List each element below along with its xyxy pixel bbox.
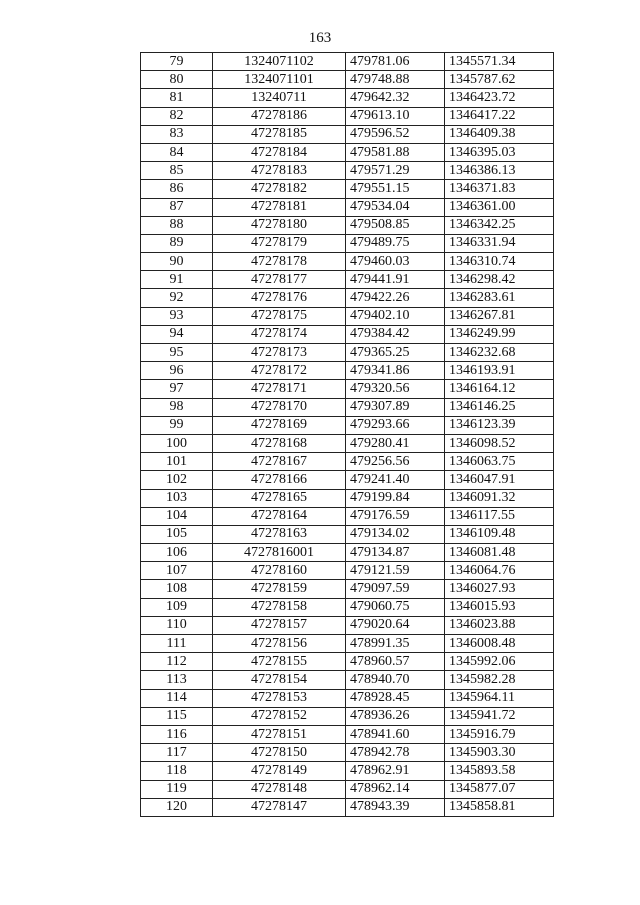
row-number-cell: 103 xyxy=(141,489,213,507)
x-coordinate-cell: 479256.56 xyxy=(346,453,445,471)
y-coordinate-cell: 1346109.48 xyxy=(445,525,554,543)
y-coordinate-cell: 1346064.76 xyxy=(445,562,554,580)
y-coordinate-cell: 1346386.13 xyxy=(445,162,554,180)
row-number-cell: 101 xyxy=(141,453,213,471)
row-number-cell: 82 xyxy=(141,107,213,125)
table-row xyxy=(141,398,554,416)
point-id-cell: 47278168 xyxy=(213,434,346,452)
y-coordinate-cell: 1346146.25 xyxy=(445,398,554,416)
point-id-cell: 47278153 xyxy=(213,689,346,707)
row-number-cell: 111 xyxy=(141,635,213,653)
y-coordinate-cell: 1345982.28 xyxy=(445,671,554,689)
point-id-cell: 47278151 xyxy=(213,725,346,743)
y-coordinate-cell: 1346193.91 xyxy=(445,362,554,380)
y-coordinate-cell: 1345571.34 xyxy=(445,53,554,71)
y-coordinate-cell: 1345858.81 xyxy=(445,798,554,816)
y-coordinate-cell: 1346342.25 xyxy=(445,216,554,234)
row-number-cell: 112 xyxy=(141,653,213,671)
y-coordinate-cell: 1346371.83 xyxy=(445,180,554,198)
y-coordinate-cell: 1346091.32 xyxy=(445,489,554,507)
point-id-cell: 47278152 xyxy=(213,707,346,725)
point-id-cell: 47278148 xyxy=(213,780,346,798)
table-row xyxy=(141,416,554,434)
row-number-cell: 87 xyxy=(141,198,213,216)
x-coordinate-cell: 478941.60 xyxy=(346,725,445,743)
table-row xyxy=(141,307,554,325)
point-id-cell: 47278177 xyxy=(213,271,346,289)
point-id-cell: 47278181 xyxy=(213,198,346,216)
x-coordinate-cell: 479199.84 xyxy=(346,489,445,507)
x-coordinate-cell: 479551.15 xyxy=(346,180,445,198)
y-coordinate-cell: 1346027.93 xyxy=(445,580,554,598)
x-coordinate-cell: 479460.03 xyxy=(346,253,445,271)
table-row xyxy=(141,744,554,762)
row-number-cell: 107 xyxy=(141,562,213,580)
y-coordinate-cell: 1346117.55 xyxy=(445,507,554,525)
row-number-cell: 113 xyxy=(141,671,213,689)
x-coordinate-cell: 478962.91 xyxy=(346,762,445,780)
point-id-cell: 47278180 xyxy=(213,216,346,234)
point-id-cell: 47278155 xyxy=(213,653,346,671)
x-coordinate-cell: 479097.59 xyxy=(346,580,445,598)
y-coordinate-cell: 1346023.88 xyxy=(445,616,554,634)
table-row xyxy=(141,125,554,143)
x-coordinate-cell: 479241.40 xyxy=(346,471,445,489)
table-row xyxy=(141,216,554,234)
point-id-cell: 47278158 xyxy=(213,598,346,616)
table-row xyxy=(141,53,554,71)
point-id-cell: 4727816001 xyxy=(213,544,346,562)
table-row xyxy=(141,689,554,707)
y-coordinate-cell: 1346249.99 xyxy=(445,325,554,343)
x-coordinate-cell: 478942.78 xyxy=(346,744,445,762)
point-id-cell: 47278183 xyxy=(213,162,346,180)
y-coordinate-cell: 1346098.52 xyxy=(445,434,554,452)
y-coordinate-cell: 1346047.91 xyxy=(445,471,554,489)
x-coordinate-cell: 479341.86 xyxy=(346,362,445,380)
row-number-cell: 116 xyxy=(141,725,213,743)
point-id-cell: 47278166 xyxy=(213,471,346,489)
table-row xyxy=(141,89,554,107)
point-id-cell: 1324071101 xyxy=(213,71,346,89)
x-coordinate-cell: 478943.39 xyxy=(346,798,445,816)
table-row xyxy=(141,344,554,362)
table-row xyxy=(141,71,554,89)
x-coordinate-cell: 478962.14 xyxy=(346,780,445,798)
coordinates-table xyxy=(140,52,554,817)
row-number-cell: 110 xyxy=(141,616,213,634)
table-row xyxy=(141,489,554,507)
table-row xyxy=(141,471,554,489)
point-id-cell: 1324071102 xyxy=(213,53,346,71)
y-coordinate-cell: 1345992.06 xyxy=(445,653,554,671)
point-id-cell: 47278175 xyxy=(213,307,346,325)
x-coordinate-cell: 478928.45 xyxy=(346,689,445,707)
y-coordinate-cell: 1346015.93 xyxy=(445,598,554,616)
point-id-cell: 47278159 xyxy=(213,580,346,598)
row-number-cell: 117 xyxy=(141,744,213,762)
x-coordinate-cell: 479280.41 xyxy=(346,434,445,452)
table-row xyxy=(141,635,554,653)
row-number-cell: 98 xyxy=(141,398,213,416)
y-coordinate-cell: 1346423.72 xyxy=(445,89,554,107)
x-coordinate-cell: 479293.66 xyxy=(346,416,445,434)
row-number-cell: 80 xyxy=(141,71,213,89)
table-row xyxy=(141,198,554,216)
y-coordinate-cell: 1345893.58 xyxy=(445,762,554,780)
table-row xyxy=(141,289,554,307)
row-number-cell: 93 xyxy=(141,307,213,325)
table-row xyxy=(141,180,554,198)
point-id-cell: 47278178 xyxy=(213,253,346,271)
row-number-cell: 100 xyxy=(141,434,213,452)
table-row xyxy=(141,253,554,271)
row-number-cell: 92 xyxy=(141,289,213,307)
row-number-cell: 90 xyxy=(141,253,213,271)
x-coordinate-cell: 479320.56 xyxy=(346,380,445,398)
x-coordinate-cell: 479441.91 xyxy=(346,271,445,289)
table-row xyxy=(141,544,554,562)
x-coordinate-cell: 479534.04 xyxy=(346,198,445,216)
point-id-cell: 47278149 xyxy=(213,762,346,780)
point-id-cell: 47278147 xyxy=(213,798,346,816)
page-number: 163 xyxy=(308,30,332,46)
table-row xyxy=(141,580,554,598)
table-row xyxy=(141,362,554,380)
x-coordinate-cell: 479422.26 xyxy=(346,289,445,307)
table-row xyxy=(141,707,554,725)
table-row xyxy=(141,434,554,452)
point-id-cell: 47278170 xyxy=(213,398,346,416)
table-row xyxy=(141,653,554,671)
row-number-cell: 102 xyxy=(141,471,213,489)
row-number-cell: 95 xyxy=(141,344,213,362)
table-row xyxy=(141,725,554,743)
table-row xyxy=(141,162,554,180)
point-id-cell: 47278182 xyxy=(213,180,346,198)
row-number-cell: 115 xyxy=(141,707,213,725)
y-coordinate-cell: 1345964.11 xyxy=(445,689,554,707)
point-id-cell: 47278164 xyxy=(213,507,346,525)
row-number-cell: 108 xyxy=(141,580,213,598)
x-coordinate-cell: 479060.75 xyxy=(346,598,445,616)
row-number-cell: 89 xyxy=(141,234,213,252)
table-row xyxy=(141,234,554,252)
point-id-cell: 47278174 xyxy=(213,325,346,343)
y-coordinate-cell: 1346081.48 xyxy=(445,544,554,562)
table-row xyxy=(141,762,554,780)
y-coordinate-cell: 1346063.75 xyxy=(445,453,554,471)
y-coordinate-cell: 1346164.12 xyxy=(445,380,554,398)
x-coordinate-cell: 479642.32 xyxy=(346,89,445,107)
row-number-cell: 114 xyxy=(141,689,213,707)
row-number-cell: 83 xyxy=(141,125,213,143)
y-coordinate-cell: 1346298.42 xyxy=(445,271,554,289)
point-id-cell: 47278186 xyxy=(213,107,346,125)
table-row xyxy=(141,780,554,798)
row-number-cell: 94 xyxy=(141,325,213,343)
y-coordinate-cell: 1346008.48 xyxy=(445,635,554,653)
x-coordinate-cell: 479508.85 xyxy=(346,216,445,234)
point-id-cell: 47278160 xyxy=(213,562,346,580)
y-coordinate-cell: 1346123.39 xyxy=(445,416,554,434)
table-row xyxy=(141,325,554,343)
point-id-cell: 47278156 xyxy=(213,635,346,653)
x-coordinate-cell: 479613.10 xyxy=(346,107,445,125)
row-number-cell: 109 xyxy=(141,598,213,616)
table-row xyxy=(141,507,554,525)
y-coordinate-cell: 1346232.68 xyxy=(445,344,554,362)
table-row xyxy=(141,453,554,471)
point-id-cell: 47278179 xyxy=(213,234,346,252)
x-coordinate-cell: 479489.75 xyxy=(346,234,445,252)
point-id-cell: 47278154 xyxy=(213,671,346,689)
table-row xyxy=(141,143,554,161)
point-id-cell: 47278163 xyxy=(213,525,346,543)
point-id-cell: 47278184 xyxy=(213,143,346,161)
row-number-cell: 104 xyxy=(141,507,213,525)
row-number-cell: 81 xyxy=(141,89,213,107)
row-number-cell: 118 xyxy=(141,762,213,780)
x-coordinate-cell: 479020.64 xyxy=(346,616,445,634)
row-number-cell: 79 xyxy=(141,53,213,71)
x-coordinate-cell: 478991.35 xyxy=(346,635,445,653)
point-id-cell: 47278172 xyxy=(213,362,346,380)
x-coordinate-cell: 479571.29 xyxy=(346,162,445,180)
point-id-cell: 47278157 xyxy=(213,616,346,634)
y-coordinate-cell: 1346331.94 xyxy=(445,234,554,252)
x-coordinate-cell: 479748.88 xyxy=(346,71,445,89)
y-coordinate-cell: 1346395.03 xyxy=(445,143,554,161)
y-coordinate-cell: 1345877.07 xyxy=(445,780,554,798)
x-coordinate-cell: 478940.70 xyxy=(346,671,445,689)
point-id-cell: 47278185 xyxy=(213,125,346,143)
table-row xyxy=(141,525,554,543)
x-coordinate-cell: 479781.06 xyxy=(346,53,445,71)
y-coordinate-cell: 1345916.79 xyxy=(445,725,554,743)
x-coordinate-cell: 479365.25 xyxy=(346,344,445,362)
table-row xyxy=(141,380,554,398)
table-row xyxy=(141,107,554,125)
row-number-cell: 85 xyxy=(141,162,213,180)
y-coordinate-cell: 1346310.74 xyxy=(445,253,554,271)
x-coordinate-cell: 479384.42 xyxy=(346,325,445,343)
point-id-cell: 13240711 xyxy=(213,89,346,107)
row-number-cell: 84 xyxy=(141,143,213,161)
table-row xyxy=(141,671,554,689)
x-coordinate-cell: 479581.88 xyxy=(346,143,445,161)
y-coordinate-cell: 1346283.61 xyxy=(445,289,554,307)
y-coordinate-cell: 1346417.22 xyxy=(445,107,554,125)
y-coordinate-cell: 1346409.38 xyxy=(445,125,554,143)
row-number-cell: 88 xyxy=(141,216,213,234)
row-number-cell: 120 xyxy=(141,798,213,816)
point-id-cell: 47278176 xyxy=(213,289,346,307)
x-coordinate-cell: 479307.89 xyxy=(346,398,445,416)
coordinates-table-body xyxy=(141,53,554,817)
row-number-cell: 106 xyxy=(141,544,213,562)
x-coordinate-cell: 479402.10 xyxy=(346,307,445,325)
table-row xyxy=(141,271,554,289)
point-id-cell: 47278173 xyxy=(213,344,346,362)
x-coordinate-cell: 479596.52 xyxy=(346,125,445,143)
y-coordinate-cell: 1345903.30 xyxy=(445,744,554,762)
x-coordinate-cell: 478960.57 xyxy=(346,653,445,671)
y-coordinate-cell: 1346267.81 xyxy=(445,307,554,325)
table-row xyxy=(141,798,554,816)
table-row xyxy=(141,616,554,634)
table-row xyxy=(141,598,554,616)
x-coordinate-cell: 479176.59 xyxy=(346,507,445,525)
row-number-cell: 97 xyxy=(141,380,213,398)
point-id-cell: 47278171 xyxy=(213,380,346,398)
x-coordinate-cell: 479134.02 xyxy=(346,525,445,543)
point-id-cell: 47278150 xyxy=(213,744,346,762)
y-coordinate-cell: 1345941.72 xyxy=(445,707,554,725)
point-id-cell: 47278169 xyxy=(213,416,346,434)
row-number-cell: 96 xyxy=(141,362,213,380)
row-number-cell: 105 xyxy=(141,525,213,543)
x-coordinate-cell: 479134.87 xyxy=(346,544,445,562)
row-number-cell: 99 xyxy=(141,416,213,434)
x-coordinate-cell: 479121.59 xyxy=(346,562,445,580)
table-row xyxy=(141,562,554,580)
y-coordinate-cell: 1345787.62 xyxy=(445,71,554,89)
point-id-cell: 47278167 xyxy=(213,453,346,471)
row-number-cell: 86 xyxy=(141,180,213,198)
y-coordinate-cell: 1346361.00 xyxy=(445,198,554,216)
x-coordinate-cell: 478936.26 xyxy=(346,707,445,725)
row-number-cell: 91 xyxy=(141,271,213,289)
row-number-cell: 119 xyxy=(141,780,213,798)
point-id-cell: 47278165 xyxy=(213,489,346,507)
